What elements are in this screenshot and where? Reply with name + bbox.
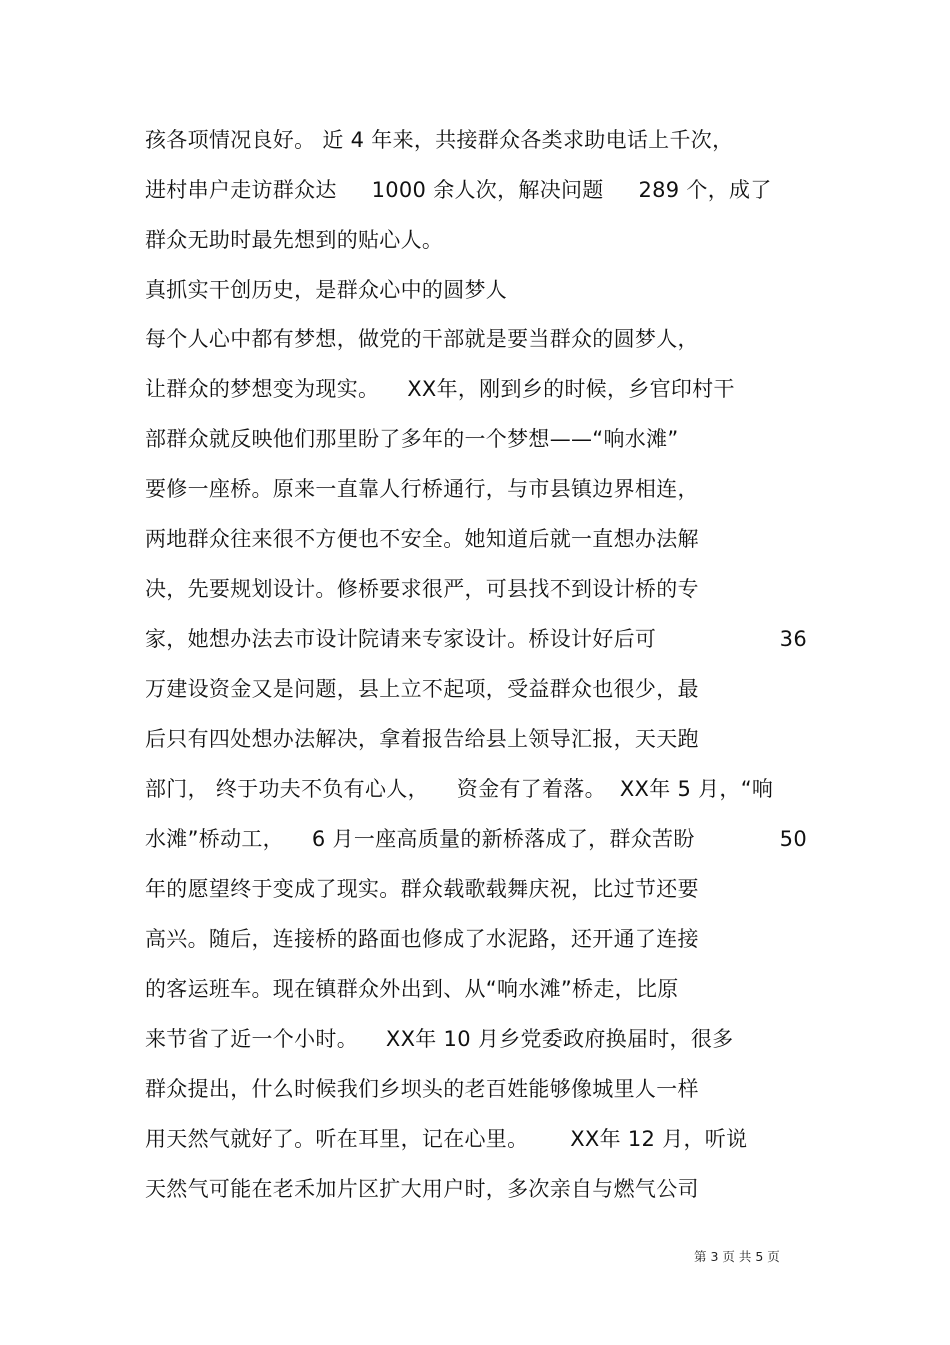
body-text-line: 部门， 终于功夫不负有心人， 资金有了着落。 XX年 5 月，“响 bbox=[145, 777, 774, 801]
body-text-line: 两地群众往来很不方便也不安全。她知道后就一直想办法解 bbox=[145, 527, 699, 551]
body-text-line: 用天然气就好了。听在耳里，记在心里。 XX年 12 月，听说 bbox=[145, 1127, 748, 1151]
page-number-footer: 第 3 页 共 5 页 bbox=[694, 1249, 780, 1264]
body-text-line: 的客运班车。现在镇群众外出到、从“响水滩”桥走，比原 bbox=[145, 977, 679, 1001]
body-text-number: 36 bbox=[779, 627, 807, 651]
body-text-line: 群众提出，什么时候我们乡坝头的老百姓能够像城里人一样 bbox=[145, 1077, 699, 1101]
body-text-line: 万建设资金又是问题，县上立不起项，受益群众也很少，最 bbox=[145, 677, 699, 701]
body-text-line: 让群众的梦想变为现实。 XX年，刚到乡的时候，乡官印村干 bbox=[145, 377, 735, 401]
body-text-line: 孩各项情况良好。 近 4 年来，共接群众各类求助电话上千次， bbox=[145, 128, 734, 152]
body-text-line: 决，先要规划设计。修桥要求很严，可县找不到设计桥的专 bbox=[145, 577, 699, 601]
body-text-line: 部群众就反映他们那里盼了多年的一个梦想——“响水滩” bbox=[145, 427, 679, 451]
body-text-line: 年的愿望终于变成了现实。群众载歌载舞庆祝，比过节还要 bbox=[145, 877, 699, 901]
body-text-line: 后只有四处想办法解决，拿着报告给县上领导汇报，天天跑 bbox=[145, 727, 699, 751]
body-text-number: 50 bbox=[779, 827, 807, 851]
section-heading: 真抓实干创历史，是群众心中的圆梦人 bbox=[145, 278, 508, 302]
body-text-segment: 家，她想办法去市设计院请来专家设计。桥设计好后可 bbox=[145, 627, 657, 651]
body-text-line: 群众无助时最先想到的贴心人。 bbox=[145, 228, 444, 252]
body-text-line: 来节省了近一个小时。 XX年 10 月乡党委政府换届时，很多 bbox=[145, 1027, 734, 1051]
body-text-line bbox=[145, 823, 807, 855]
body-text-line bbox=[145, 623, 807, 655]
body-text-line: 天然气可能在老禾加片区扩大用户时，多次亲自与燃气公司 bbox=[145, 1177, 699, 1201]
body-text-line: 高兴。随后，连接桥的路面也修成了水泥路，还开通了连接 bbox=[145, 927, 699, 951]
body-text-segment: 水滩”桥动工， 6 月一座高质量的新桥落成了，群众苦盼 bbox=[145, 827, 695, 851]
body-text-line: 要修一座桥。原来一直靠人行桥通行，与市县镇边界相连， bbox=[145, 477, 699, 501]
body-text-line: 每个人心中都有梦想，做党的干部就是要当群众的圆梦人， bbox=[145, 327, 699, 351]
body-text-line: 进村串户走访群众达 1000 余人次，解决问题 289 个，成了 bbox=[145, 178, 772, 202]
